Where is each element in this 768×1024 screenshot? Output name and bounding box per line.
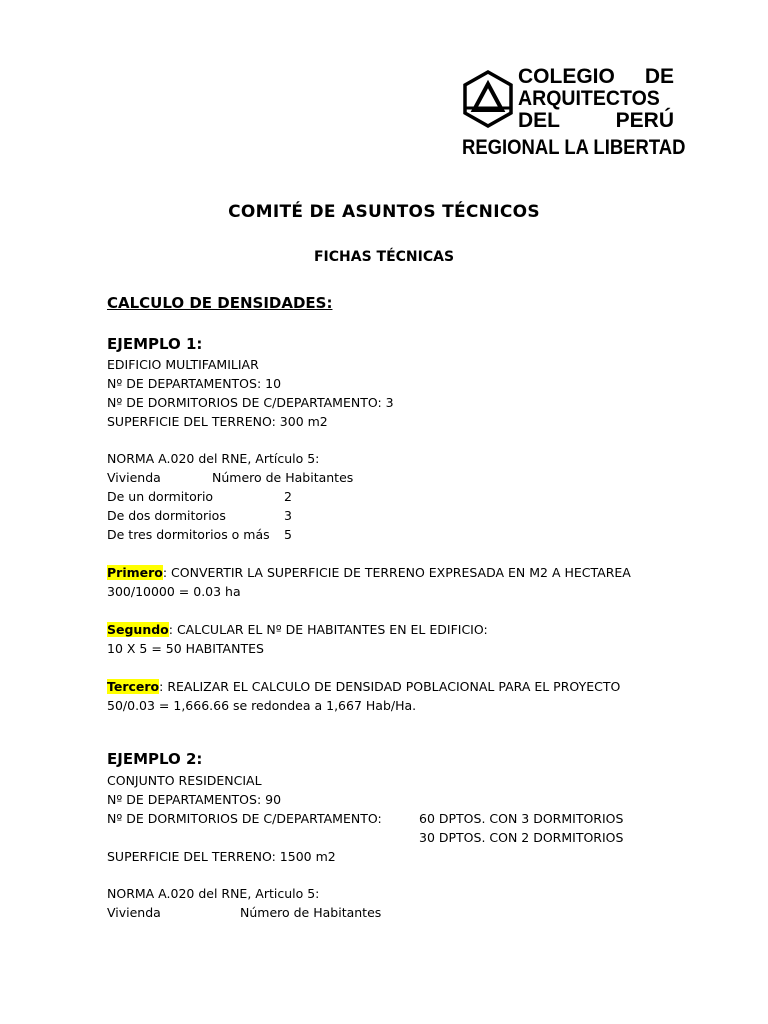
org-name-line2: ARQUITECTOS: [518, 87, 660, 110]
example1-norma: NORMA A.020 del RNE, Artículo 5:: [107, 451, 320, 466]
table-cell: 2: [284, 489, 292, 504]
example2-dorm-detail: 60 DPTOS. CON 3 DORMITORIOS: [419, 811, 624, 826]
example1-line: Nº DE DORMITORIOS DE C/DEPARTAMENTO: 3: [107, 395, 394, 410]
step-label: Tercero: [107, 679, 160, 694]
example1-line: Nº DE DEPARTAMENTOS: 10: [107, 376, 282, 391]
example2-heading: EJEMPLO 2:: [107, 750, 203, 768]
org-word-colegio: COLEGIO: [518, 65, 615, 88]
example2-table-header: [107, 903, 382, 922]
example1-table-header: [107, 468, 354, 487]
step-segundo: [107, 620, 488, 639]
example2-line: [107, 809, 624, 828]
header-logo: [462, 65, 686, 162]
step-text: : CONVERTIR LA SUPERFICIE DE TERRENO EXPRESADA EN M2 A HECTAREA: [162, 565, 631, 580]
step-result: 300/10000 = 0.03 ha: [107, 584, 241, 599]
org-name-line1: [518, 66, 674, 88]
example2-line: Nº DE DEPARTAMENTOS: 90: [107, 792, 282, 807]
hexagon-triangle-logo-icon: [462, 70, 514, 128]
example2-dorm-label: Nº DE DORMITORIOS DE C/DEPARTAMENTO:: [107, 811, 382, 826]
page-subtitle: FICHAS TÉCNICAS: [313, 249, 455, 265]
org-regional: REGIONAL LA LIBERTAD: [462, 136, 686, 159]
section-heading: CALCULO DE DENSIDADES:: [107, 294, 333, 312]
table-row: [107, 487, 292, 506]
step-text: : CALCULAR EL Nº DE HABITANTES EN EL EDIFICIO:: [168, 622, 488, 637]
example2-line: SUPERFICIE DEL TERRENO: 1500 m2: [107, 849, 336, 864]
table-cell: De un dormitorio: [107, 489, 214, 504]
table-row: [107, 525, 292, 544]
step-result: 10 X 5 = 50 HABITANTES: [107, 641, 264, 656]
table-cell: 5: [284, 527, 292, 542]
org-name-line3: [518, 110, 674, 132]
example1-line: SUPERFICIE DEL TERRENO: 300 m2: [107, 414, 328, 429]
step-primero: [107, 563, 631, 582]
org-word-del: DEL: [518, 109, 560, 132]
step-label: Primero: [107, 565, 163, 580]
step-label: Segundo: [107, 622, 169, 637]
example1-line: EDIFICIO MULTIFAMILIAR: [107, 357, 259, 372]
table-header-cell: Vivienda: [107, 470, 161, 485]
example2-dorm-detail: 30 DPTOS. CON 2 DORMITORIOS: [419, 830, 624, 845]
table-header-cell: Número de Habitantes: [240, 905, 382, 920]
table-cell: De tres dormitorios o más: [107, 527, 270, 542]
page-title: COMITÉ DE ASUNTOS TÉCNICOS: [228, 202, 540, 222]
step-result: 50/0.03 = 1,666.66 se redondea a 1,667 Hab/Ha.: [107, 698, 417, 713]
example2-line: CONJUNTO RESIDENCIAL: [107, 773, 262, 788]
org-word-peru: PERÚ: [615, 109, 674, 132]
org-word-de: DE: [644, 65, 674, 88]
step-text: : REALIZAR EL CALCULO DE DENSIDAD POBLACIONAL PARA EL PROYECTO: [159, 679, 621, 694]
table-header-cell: Vivienda: [107, 905, 161, 920]
step-tercero: [107, 677, 620, 696]
example1-heading: EJEMPLO 1:: [107, 335, 203, 353]
example2-norma: NORMA A.020 del RNE, Articulo 5:: [107, 886, 320, 901]
table-cell: De dos dormitorios: [107, 508, 226, 523]
table-header-cell: Número de Habitantes: [212, 470, 354, 485]
table-row: [107, 506, 292, 525]
table-cell: 3: [284, 508, 292, 523]
